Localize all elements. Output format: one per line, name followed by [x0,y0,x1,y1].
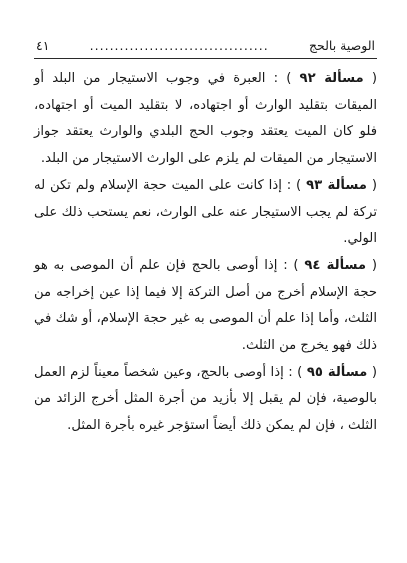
issue-label: مسألة ٩٥ [306,364,368,380]
running-header [34,38,377,59]
issue-label: مسألة ٩٣ [306,177,367,193]
page-number: ٤١ [36,38,50,53]
issue-close-paren: ) : [281,177,307,193]
issue-text: إذا أوصى بالحج فإن علم أن الموصى به هو حجة الإسلام أخرج من أصل التركة إلا فيما إذا عين إخراجه من الثلث، وأما إذا علم أن الموصى به غير حجة الإسلام، أو شك في ذلك فهو يخرج من الثلث. [34,257,377,354]
header-leader-dots: .................................... [89,38,269,53]
issue-close-paren: ) : [283,364,307,380]
body-text [34,66,377,440]
issue-paragraph-94 [34,253,377,360]
issue-text: إذا أوصى بالحج، وعين شخصاً معيناً لزم العمل بالوصية، فإن لم يقبل إلا بأزيد من أجرة المثل أخرج الزائد من الثلث ، فإن لم يمكن ذلك أيضاً استؤجر غيره بأجرة المثل. [34,364,377,434]
header-title: الوصية بالحج [308,38,375,53]
issue-close-paren: ) : [277,257,305,273]
issue-open-paren: ( [367,364,377,380]
issue-label: مسألة ٩٤ [304,257,367,273]
issue-paragraph-92 [34,66,377,173]
issue-close-paren: ) : [265,71,300,86]
issue-paragraph-93 [34,173,377,253]
issue-paragraph-95 [34,360,377,440]
issue-text: العبرة في وجوب الاستيجار من البلد أو الميقات بتقليد الوارث أو اجتهاده، لا بتقليد الميت أو اجتهاده، فلو كان الميت يعتقد وجوب الحج البلدي والوارث يعتقد جواز الاستيجار من الميقات لم يلزم على الوارث الاستيجار من البلد. [34,71,377,167]
issue-text: إذا كانت على الميت حجة الإسلام ولم تكن له تركة لم يجب الاستيجار عنه على الوارث، نعم يستحب ذلك على الولي. [34,177,377,247]
issue-open-paren: ( [366,177,377,193]
issue-open-paren: ( [366,257,378,273]
issue-open-paren: ( [363,71,377,86]
issue-label: مسألة ٩٢ [299,71,364,86]
